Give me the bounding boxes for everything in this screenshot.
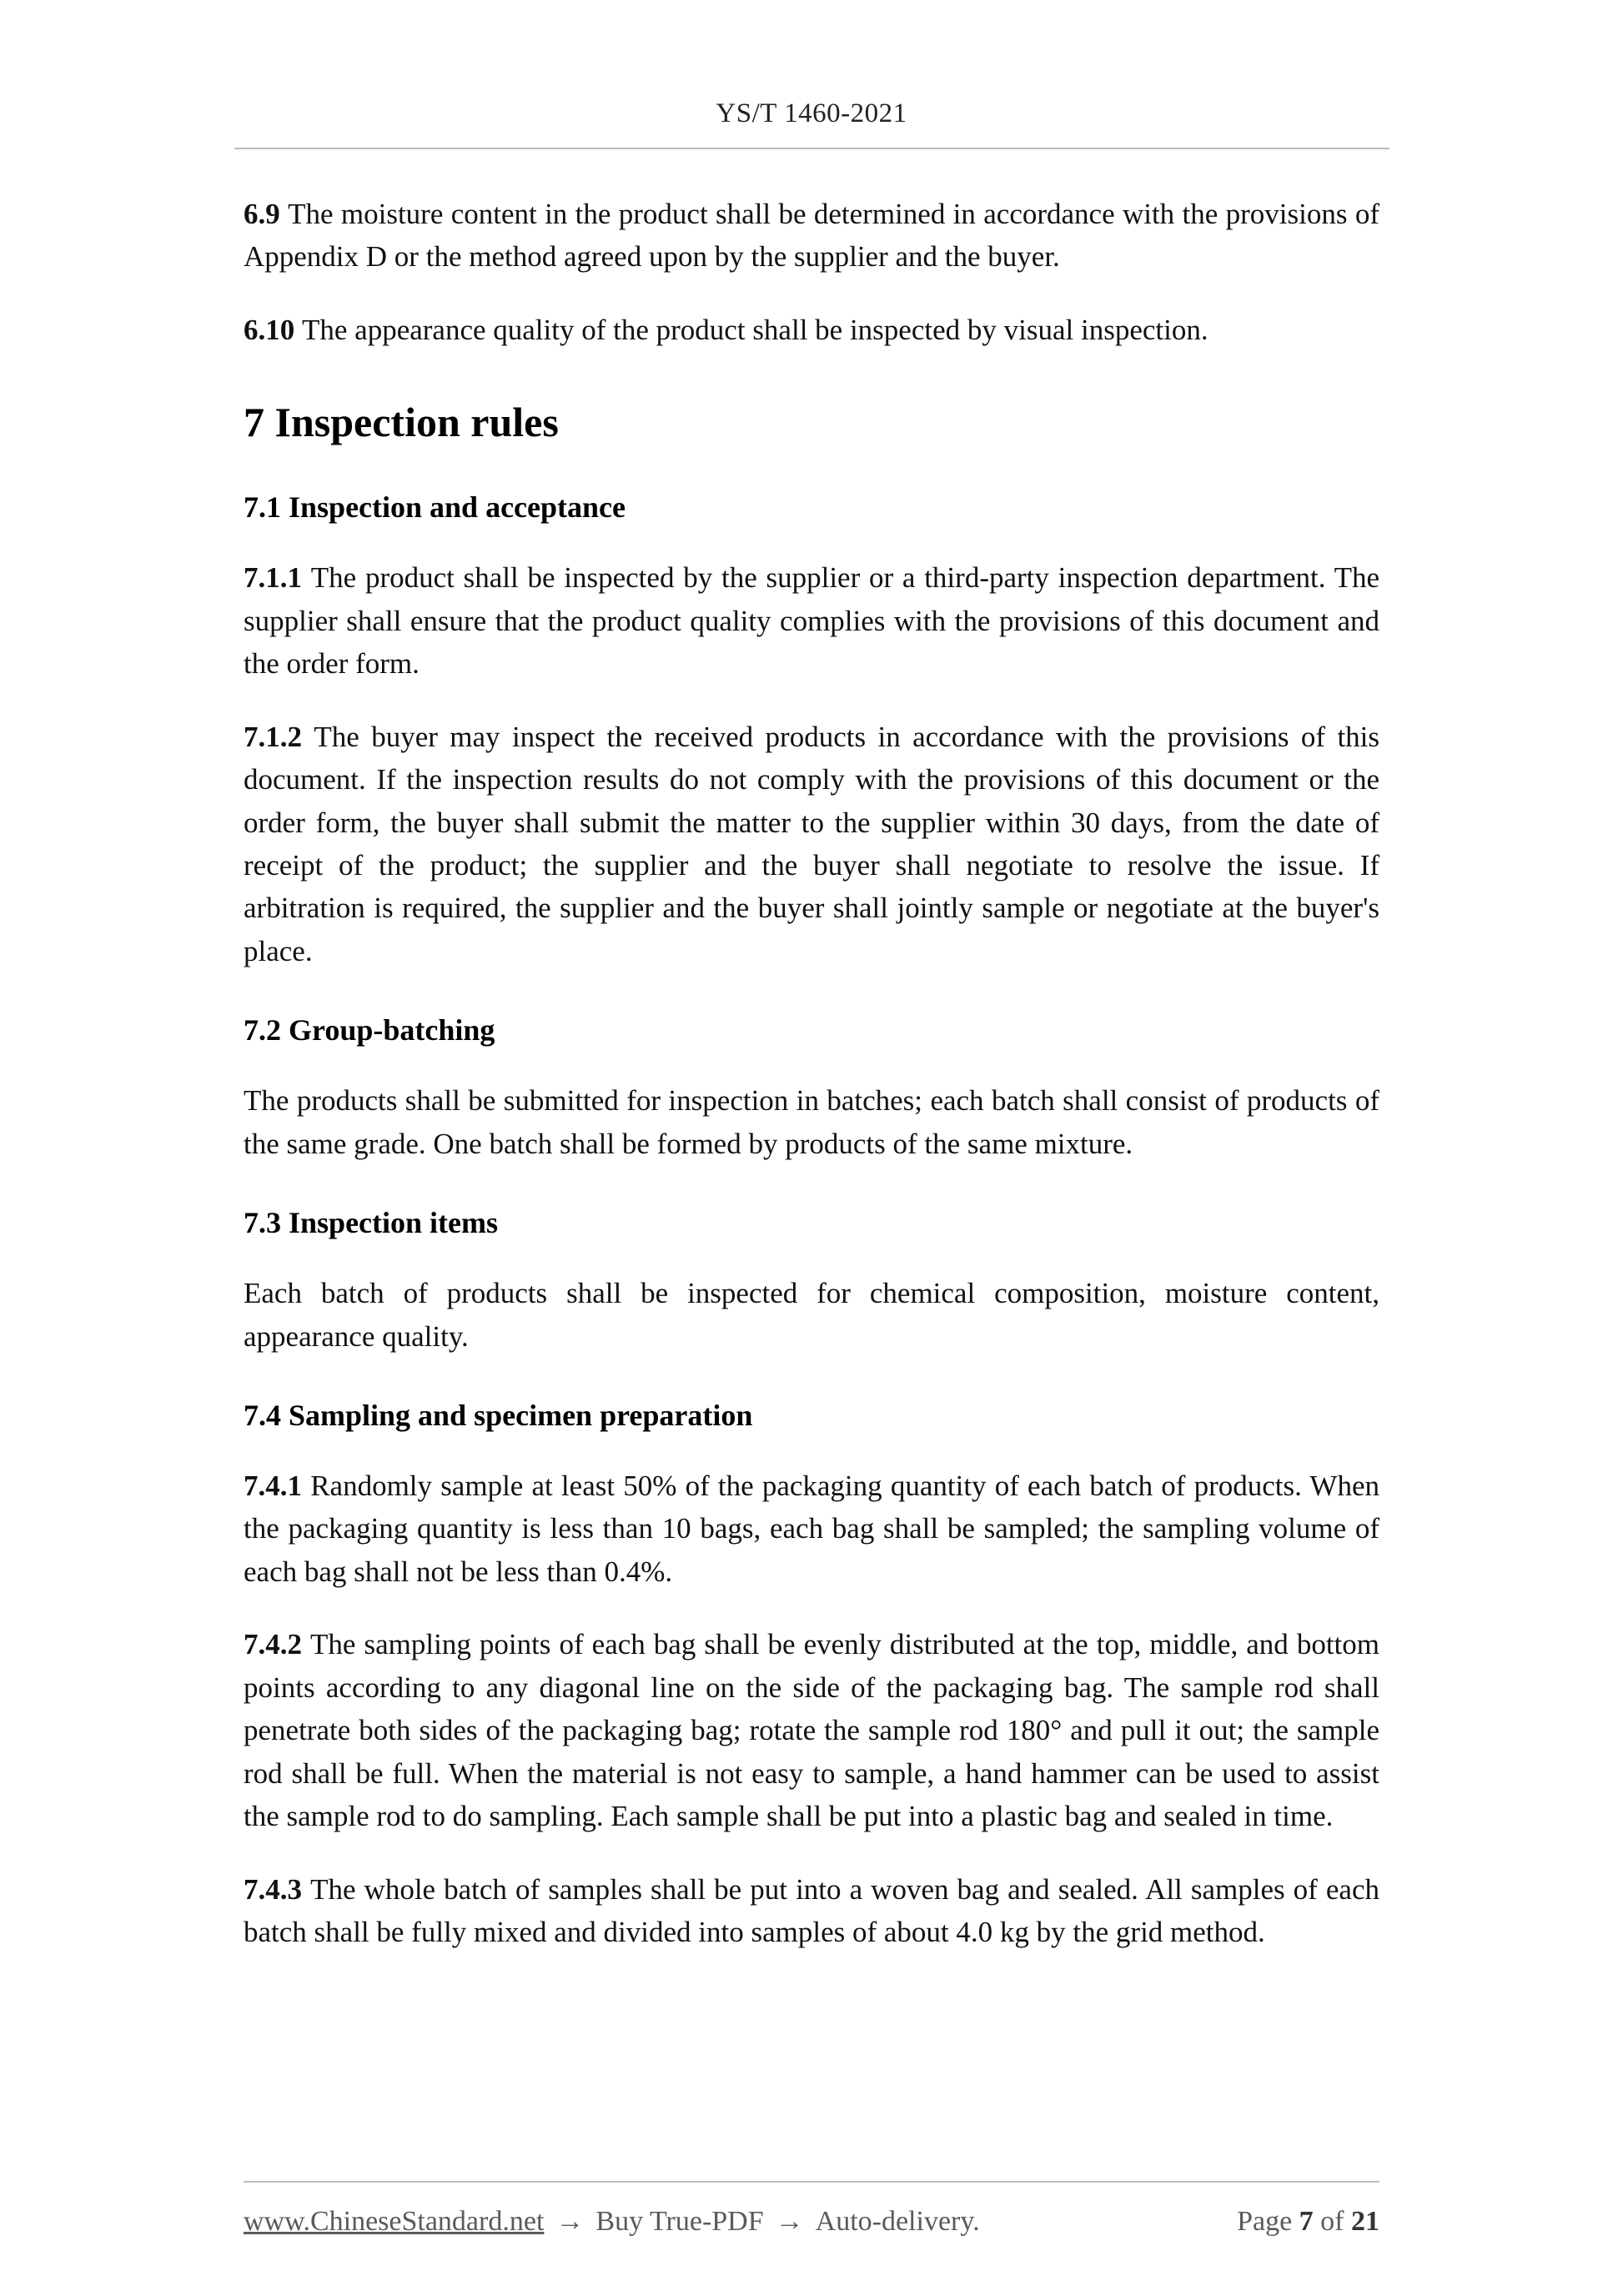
footer-buy-text: Buy True-PDF — [595, 2206, 764, 2237]
page-label: Page — [1237, 2206, 1293, 2237]
paragraph: 7.4.2 The sampling points of each bag shall be evenly distributed at the top, middle, and bottom points according to any diagonal line on the side of the packaging bag. The sample rod shall penetrate both sides of the packaging bag; rotate the sample rod 180° and pull it out; the sample rod shall be full. When the material is not easy to sample, a hand hammer can be used to assist the sample rod to do sampling. Each sample shall be put into a plastic bag and sealed in time. — [244, 1628, 1380, 1833]
paragraph: 7.4.1 Randomly sample at least 50% of the packaging quantity of each batch of products. When the packaging quantity is less than 10 bags, each bag shall be sampled; the sampling volume of each bag shall not be less than 0.4%. — [244, 1470, 1380, 1588]
footer-delivery-text: Auto-delivery. — [815, 2206, 980, 2237]
total-pages: 21 — [1351, 2206, 1379, 2237]
page-header — [234, 0, 1389, 149]
subsection-heading: 7.2 Group-batching — [244, 1013, 495, 1048]
paragraph: Each batch of products shall be inspected for chemical composition, moisture content, appearance quality. — [244, 1277, 1379, 1353]
arrow-icon: → — [775, 2206, 804, 2237]
doc-number: YS/T 1460-2021 — [716, 98, 907, 128]
arrow-icon: → — [555, 2206, 585, 2237]
clause-number: 7.4.2 — [244, 1628, 311, 1661]
footer-site-link[interactable]: www.ChineseStandard.net — [244, 2206, 545, 2237]
subsection-heading: 7.1 Inspection and acceptance — [244, 490, 626, 525]
page-number: 7 — [1299, 2206, 1314, 2237]
page-footer — [244, 2181, 1379, 2238]
clause-number: 6.9 — [244, 198, 289, 230]
footer-left — [244, 2206, 980, 2238]
subsection-heading: 7.3 Inspection items — [244, 1206, 498, 1240]
clause-number: 7.4.3 — [244, 1872, 311, 1906]
page-indicator — [1237, 2206, 1379, 2238]
paragraph: 6.10 The appearance quality of the product shall be inspected by visual inspection. — [244, 313, 1208, 346]
footer-row — [244, 2206, 1379, 2238]
clause-number: 6.10 — [244, 313, 302, 346]
paragraph: 7.1.2 The buyer may inspect the received products in accordance with the provisions of this document. If the inspection results do not comply with the provisions of this document or the order form, the buyer shall submit the matter to the supplier within 30 days, from the date of receipt of the product; the supplier and the buyer shall negotiate to resolve the issue. If arbitration is required, the supplier and the buyer shall jointly sample or negotiate at the buyer's place. — [244, 720, 1380, 967]
document-body — [244, 149, 1379, 1953]
paragraph: The products shall be submitted for inspection in batches; each batch shall consist of products of the same grade. One batch shall be formed by products of the same mixture. — [244, 1084, 1379, 1160]
clause-number: 7.4.1 — [244, 1470, 311, 1502]
paragraph: 7.1.1 The product shall be inspected by the supplier or a third-party inspection department. The supplier shall ensure that the product quality complies with the provisions of this document and the order form. — [244, 561, 1379, 681]
paragraph: 7.4.3 The whole batch of samples shall be put into a woven bag and sealed. All samples of each batch shall be fully mixed and divided into samples of about 4.0 kg by the grid method. — [244, 1872, 1379, 1948]
of-label: of — [1320, 2206, 1344, 2237]
clause-number: 7.1.1 — [244, 561, 311, 595]
subsection-heading: 7.4 Sampling and specimen preparation — [244, 1399, 753, 1432]
footer-rule — [244, 2181, 1379, 2183]
clause-number: 7.1.2 — [244, 720, 314, 753]
section-heading: 7 Inspection rules — [244, 399, 559, 446]
paragraph: 6.9 The moisture content in the product shall be determined in accordance with the provisions of Appendix D or the method agreed upon by the supplier and the buyer. — [244, 198, 1380, 274]
